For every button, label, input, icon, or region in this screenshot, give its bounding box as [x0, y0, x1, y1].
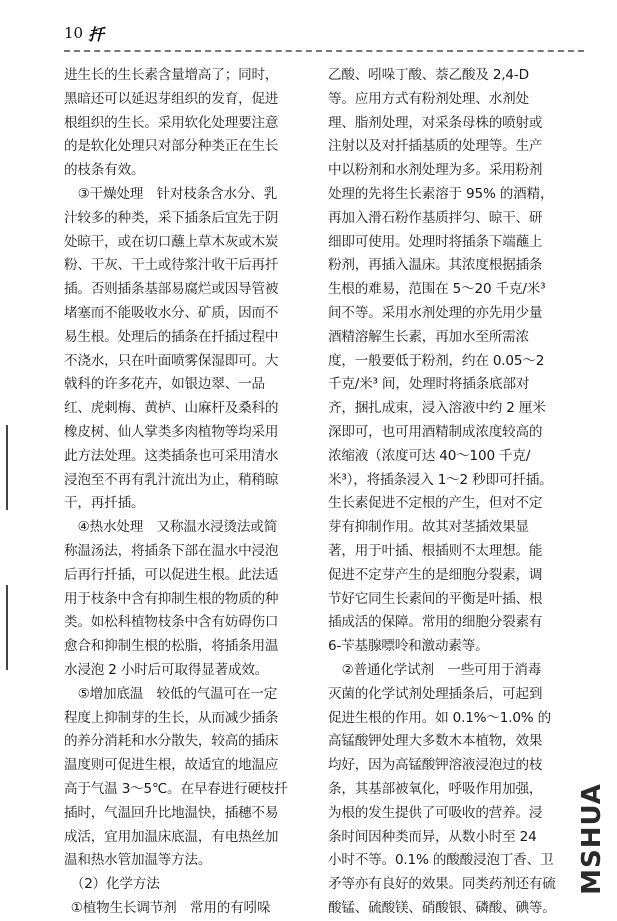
text-line: 间不等。采用水剂处理的亦先用少量 [328, 304, 543, 321]
text-line: 高锰酸钾处理大多数木本植物，效果 [328, 733, 543, 750]
text-line: 米³），将插条浸入 1～2 秒即可扦插。 [328, 471, 553, 488]
text-line: 此方法处理。这类插条也可采用清水 [64, 447, 279, 464]
text-line: 理、脂剂处理，对采条母株的喷射或 [328, 114, 543, 131]
text-line: 黑暗还可以延迟芽组织的发育，促进 [64, 90, 279, 107]
page-number: 10 [64, 24, 84, 42]
text-line: 细即可使用。处理时将插条下端蘸上 [328, 233, 543, 250]
text-line: 等。应用方式有粉剂处理、水剂处 [328, 90, 529, 107]
text-line: 愈合和抑制生根的松脂，将插条用温 [64, 638, 279, 655]
text-line: 条时间因种类而异，从数小时至 24 [328, 828, 537, 845]
text-line: 类。如松科植物枝条中含有妨碍伤口 [64, 614, 279, 631]
text-line: 处晾干，或在切口蘸上草木灰或木炭 [64, 233, 279, 250]
text-line: 插。否则插条基部易腐烂或因导管被 [64, 281, 279, 298]
text-line: 堵塞而不能吸收水分、矿质，因而不 [64, 304, 279, 321]
text-line: 中以粉剂和水剂处理为多。采用粉剂 [328, 162, 543, 179]
header-rule [64, 50, 584, 52]
text-line: 生长素促进不定根的产生，但对不定 [328, 495, 543, 512]
text-line: 芽有抑制作用。故其对茎插效果显 [328, 519, 529, 536]
text-line: 戟科的许多花卉，如银边翠、一品 [64, 376, 265, 393]
text-line: 促进不定芽产生的是细胞分裂素，调 [328, 566, 543, 583]
text-line: 促进生根的作用。如 0.1%～1.0% 的 [328, 709, 552, 726]
scan-margin-line [6, 425, 8, 510]
text-line: 程度上抑制芽的生长，从而减少插条 [64, 709, 279, 726]
text-line: 著，用于叶插、根插则不太理想。能 [328, 542, 543, 559]
text-line: 乙酸、吲哚丁酸、萘乙酸及 2,4-D [328, 67, 529, 83]
text-line: 深即可，也可用酒精制成浓度较高的 [328, 423, 543, 440]
text-line: 注射以及对扦插基质的处理等。生产 [328, 138, 543, 155]
left-column [64, 64, 314, 921]
text-line: 酸锰、硫酸镁、硝酸银、磷酸、碘等。 [328, 899, 556, 916]
text-line: 节好它同生长素间的平衡是叶插、根 [328, 590, 543, 607]
text-line: 处理的先将生长素溶于 95% 的酒精， [328, 185, 554, 202]
text-line: 度，一般要低于粉剂，约在 0.05～2 [328, 352, 545, 369]
right-column [328, 64, 590, 921]
text-line: 灭菌的化学试剂处理插条后，可起到 [328, 685, 543, 702]
scan-margin-line [6, 585, 8, 670]
text-line: 均好，因为高锰酸钾溶液浸泡过的枝 [328, 757, 543, 774]
text-line: 插时，气温回升比地温快，插穗不易 [64, 804, 279, 821]
text-line: 为根的发生提供了可吸收的营养。浸 [328, 804, 543, 821]
text-line: 用于枝条中含有抑制生根的物质的种 [64, 590, 279, 607]
section-heading: （2）化学方法 [70, 876, 160, 893]
text-line: 成活，宜用加温床底温，有电热丝加 [64, 828, 279, 845]
text-line: 小时不等。0.1% 的酸酸浸泡丁香、卫 [328, 852, 554, 869]
text-line: ①植物生长调节剂 常用的有吲哚 [70, 899, 271, 916]
text-line: ⑤增加底温 较低的气温可在一定 [77, 685, 278, 702]
text-line: 浓缩液（浓度可达 40～100 千克/ [328, 447, 531, 464]
text-line: 称温汤法，将插条下部在温水中浸泡 [64, 542, 279, 559]
text-line: 生根的难易，范围在 5～20 千克/米³ [328, 281, 546, 298]
text-line: 的养分消耗和水分散失，较高的插床 [64, 733, 279, 750]
text-line: 不浇水，只在叶面喷雾保湿即可。大 [64, 352, 279, 369]
header-word: 扦 [88, 25, 105, 44]
text-line: 粉剂，再插入温床。其浓度根据插条 [328, 257, 543, 274]
text-line: 的枝条有效。 [64, 162, 145, 179]
text-line: 插成活的保障。常用的细胞分裂素有 [328, 614, 543, 631]
text-line: 矛等亦有良好的效果。同类药剂还有硫 [328, 876, 556, 893]
text-line: 橡皮树、仙人掌类多肉植物等均采用 [64, 423, 279, 440]
text-line: 温度则可促进生根，故适宜的地温应 [64, 757, 279, 774]
text-line: 酒精溶解生长素，再加水至所需浓 [328, 328, 529, 345]
watermark-text: MSHUA [577, 783, 607, 895]
text-line: ③干燥处理 针对枝条含水分、乳 [77, 185, 278, 202]
text-line: 再加入滑石粉作基质拌匀、晾干、研 [328, 209, 543, 226]
watermark [572, 784, 612, 894]
text-line: 浸泡至不再有乳汁流出为止，稍稍晾 [64, 471, 279, 488]
text-line: 的是软化处理只对部分种类正在生长 [64, 138, 279, 155]
running-header [64, 20, 584, 50]
text-line: 干，再扦插。 [64, 495, 145, 512]
text-line: 水浸泡 2 小时后可取得显著成效。 [64, 661, 269, 678]
text-line: 汁较多的种类，采下插条后宜先于阴 [64, 209, 279, 226]
text-line: 红、虎刺梅、黄栌、山麻杆及桑科的 [64, 400, 279, 417]
text-line: ②普通化学试剂 一些可用于消毒 [341, 661, 542, 678]
text-line: 千克/米³ 间，处理时将插条底部对 [328, 376, 530, 393]
text-line: 后再行扦插，可以促进生根。此法适 [64, 566, 279, 583]
text-line: 根组织的生长。采用软化处理要注意 [64, 114, 279, 131]
text-line: 温和热水管加温等方法。 [64, 852, 212, 869]
text-line: 进生长的生长素含量增高了；同时， [64, 67, 279, 83]
text-line: 6-苄基腺嘌呤和激动素等。 [328, 638, 489, 655]
text-line: 高于气温 3～5℃。在早春进行硬枝扦 [64, 780, 288, 797]
text-line: 条，其基部被氧化，呼吸作用加强， [328, 780, 543, 797]
text-line: 齐，捆扎成束，浸入溶液中约 2 厘米 [328, 400, 546, 417]
text-line: 粉、干灰、干土或待浆汁收干后再扦 [64, 257, 279, 274]
text-line: 易生根。处理后的插条在扦插过程中 [64, 328, 279, 345]
text-line: ④热水处理 又称温水浸烫法或简 [77, 519, 278, 536]
